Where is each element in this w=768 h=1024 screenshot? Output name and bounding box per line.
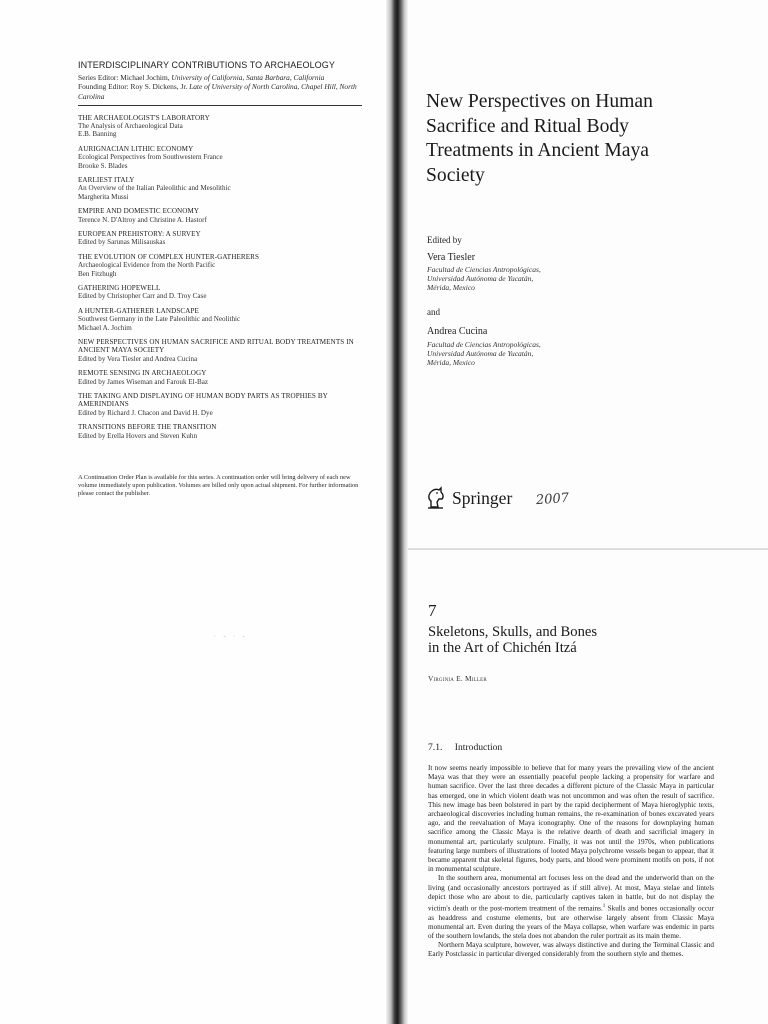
book-entry [78,284,378,300]
book-title: EARLIEST ITALY [78,176,135,185]
book-author: Edited by Richard J. Chacon and David H. Dye [78,408,213,417]
founding-editor-affiliation: Late of University of North Carolina, Chapel Hill, North Carolina [78,82,357,101]
book-entry [78,338,378,363]
page-divider [408,548,768,550]
series-editor-label: Series Editor: Michael Jochim, [78,73,170,82]
affiliation-line: Universidad Autónoma de Yucatán, [427,274,534,284]
section-number: 7.1. [428,742,443,753]
book-title: GATHERING HOPEWELL [78,284,161,293]
book-entry [78,114,378,139]
book-entry [78,369,378,385]
book-author: Brooke S. Blades [78,161,128,170]
book-title-line: Society [426,164,485,186]
affiliation-line: Mérida, Mexico [427,283,475,293]
book-entry [78,392,378,417]
book-title-line: Sacrifice and Ritual Body [426,115,629,137]
chapter-author: Virginia E. Miller [428,674,487,683]
book-entry [78,307,378,332]
book-entry [78,423,378,439]
founding-editor-label: Founding Editor: Roy S. Dickens, Jr. [78,82,188,92]
chapter-title-line: in the Art of Chichén Itzá [428,640,577,656]
book-subtitle: Archaeological Evidence from the North Pacific [78,261,216,270]
book-entry [78,230,378,246]
book-title: AURIGNACIAN LITHIC ECONOMY [78,145,194,154]
book-title-line: Treatments in Ancient Maya [426,140,649,162]
series-editors [78,73,383,101]
body-paragraph [428,874,714,941]
header-rule [78,105,362,106]
handwritten-year: 2007 [535,490,570,509]
book-title: EUROPEAN PREHISTORY: A SURVEY [78,230,201,239]
publisher-imprint [425,486,512,510]
book-author: Michael A. Jochim [78,323,132,332]
book-author: Terence N. D'Altroy and Christine A. Hastorf [78,215,207,224]
affiliation-line: Facultad de Ciencias Antropológicas, [427,340,541,349]
section-heading [428,742,502,753]
book-author: E.B. Banning [78,130,117,139]
book-title: EMPIRE AND DOMESTIC ECONOMY [78,207,200,216]
continuation-order-note: A Continuation Order Plan is available for this series. A continuation order will bring delivery of each new volume immediately upon publication. Volumes are billed only upon actual shipment. For further information please contact the publisher. [78,474,359,498]
section-title: Introduction [454,742,503,753]
series-editor-affiliation: University of California, Santa Barbara, California [171,73,325,82]
book-author: Ben Fitzhugh [78,269,117,278]
springer-knight-logo-icon [425,486,447,510]
book-title: NEW PERSPECTIVES ON HUMAN SACRIFICE AND RITUAL BODY TREATMENTS IN ANCIENT MAYA SOCIETY [78,338,354,355]
chapter-title [428,624,688,656]
series-editor-line [78,73,383,82]
affiliation-line: Mérida, Mexico [427,358,475,368]
book-entry [78,207,378,223]
book-subtitle: The Analysis of Archaeological Data [78,122,183,131]
book-entry [78,145,378,170]
editor-name: Andrea Cucina [427,326,488,337]
book-title: THE EVOLUTION OF COMPLEX HUNTER-GATHERERS [78,253,260,262]
book-subtitle: An Overview of the Italian Paleolithic and Mesolithic [78,184,231,193]
scan-specks: · ‑ · ‑ [214,634,248,640]
founding-editor-line [78,82,383,101]
book-entry [78,253,378,278]
affiliation-line: Facultad de Ciencias Antropológicas, [427,265,541,274]
body-paragraph: Northern Maya sculpture, however, was always distinctive and during the Terminal Classic and Early Postclassic in particular diverged considerably from the southern style and themes. [428,941,714,959]
footnote-marker: 1 [602,904,606,910]
book-title-line: New Perspectives on Human [426,91,653,112]
book-entry [78,176,378,201]
book-author: Edited by Erella Hovers and Steven Kuhn [78,431,197,440]
editor-affiliation [427,265,627,293]
editor-affiliation [427,340,627,368]
book-author: Edited by Christopher Carr and D. Troy Case [78,292,207,301]
book-spine-gutter [386,0,408,1024]
book-title: TRANSITIONS BEFORE THE TRANSITION [78,423,217,432]
body-paragraph: It now seems nearly impossible to believe that for many years the prevailing view of the ancient Maya was that they were an essentially peaceful people lacking a propensity for warfare and human sacrifice. Over the last three decades a different picture of the Classic Maya in particular has emerged, one in which violent death was not uncommon and was often the result of sacrifice. This new image has been bolstered in part by the rapid decipherment of Maya hieroglyphic texts, archaeological discoveries including human remains, the re-examination of bones excavated years ago, and the reevaluation of Maya iconography. One of the reasons for downplaying human sacrifice among the Classic Maya is the relative dearth of death and sacrificial imagery in monumental art, particularly sculpture. Finally, it was not until the 1970s, when publications featuring large numbers of illustrations of looted Maya polychrome vessels began to appear, that it became apparent that skeletal figures, body parts, and blood were prominent motifs on pots, if not in monumental sculpture. [428,764,714,874]
book-title: THE TAKING AND DISPLAYING OF HUMAN BODY PARTS AS TROPHIES BY AMERINDIANS [78,392,328,409]
chapter-number: 7 [428,601,437,620]
editor-name: Vera Tiesler [427,252,476,263]
paragraph-text: In the southern area, monumental art focuses less on the dead and the underworld than on the living (and occasionally ancestors portrayed as if still alive). At most, Maya stelae and lintels depict those who are about to die, particularly captives taken in battle, but do not display the victim's death or the post-mortem treatment of the remains. [428,874,714,913]
book-subtitle: Ecological Perspectives from Southwestern France [78,153,223,162]
and-label: and [427,307,440,317]
chapter-body [428,764,714,1024]
book-subtitle: Southwest Germany in the Late Paleolithic and Neolithic [78,315,241,324]
paragraph-text: Skulls and bones occasionally occur as headdress and costume elements, but are otherwise largely absent from Classic Maya monumental art. Even during the years of the Maya collapse, when warfare was endemic in parts of the southern lowlands, the stela does not abandon the ruler portrait as its main theme. [428,904,714,941]
book-author: Edited by Sarunas Milisauskas [78,238,166,247]
affiliation-line: Universidad Autónoma de Yucatán, [427,349,534,359]
chapter-title-line: Skeletons, Skulls, and Bones [428,624,598,640]
book-title: REMOTE SENSING IN ARCHAEOLOGY [78,369,207,378]
series-book-list [78,114,378,446]
book-title: THE ARCHAEOLOGIST'S LABORATORY [78,114,210,122]
book-title [426,90,726,188]
book-author: Margherita Mussi [78,192,129,201]
book-author: Edited by Vera Tiesler and Andrea Cucina [78,354,198,363]
book-author: Edited by James Wiseman and Farouk El-Baz [78,377,208,386]
series-title: INTERDISCIPLINARY CONTRIBUTIONS TO ARCHAEOLOGY [78,60,335,70]
edited-by-label: Edited by [427,235,462,245]
publisher-name: Springer [452,487,513,508]
book-title: A HUNTER-GATHERER LANDSCAPE [78,307,199,316]
